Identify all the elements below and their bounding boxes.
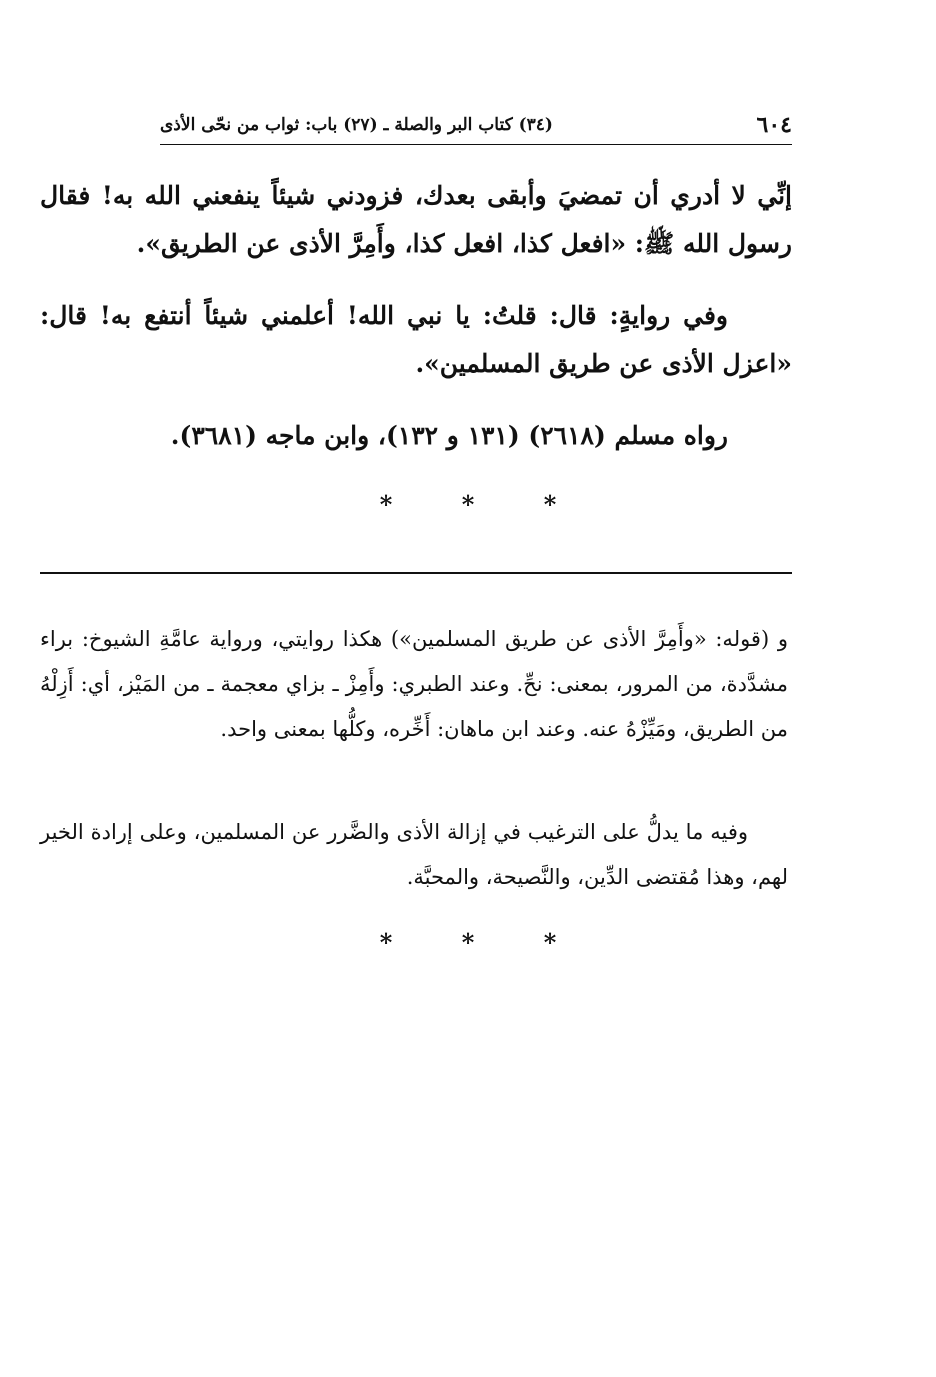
separator-star: * (543, 928, 557, 957)
hadith-paragraph-2: وفي روايةٍ: قال: قلتُ: يا نبي الله! أعلمني شيئاً أنتفع به! قال: «اعزل الأذى عن طريق المسلمين». (40, 301, 792, 378)
commentary-note-1: و (قوله: «وأَمِرَّ الأذى عن طريق المسلمين») هكذا روايتي، ورواية عامَّةِ الشيوخ: براء مشدَّدة، من المرور، بمعنى: نحِّ. وعند الطبري: وأَمِزْ ـ بزاي معجمة ـ من المَيْز، أي: أَزِلْهُ من الطريق، ومَيِّزْهُ عنه. وعند ابن ماهان: أَخِّره، وكلُّها بمعنى واحد. (40, 627, 788, 741)
separator-star: * (379, 928, 393, 957)
hadith-citation: رواه مسلم (٢٦١٨) (١٣١ و ١٣٢)، وابن ماجه (٣٦٨١). (170, 421, 728, 450)
page-number: ٦٠٤ (756, 112, 792, 138)
hadith-paragraph-1: إنِّي لا أدري أن تمضيَ وأبقى بعدك، فزودني شيئاً ينفعني الله به! فقال رسول الله ﷺ: «افعل كذا، افعل كذا، وأَمِرَّ الأذى عن الطريق». (40, 181, 792, 258)
separator-star: * (461, 490, 475, 519)
header-rule (160, 144, 792, 145)
commentary-note-2: وفيه ما يدلُّ على الترغيب في إزالة الأذى والضَّرر عن المسلمين، وعلى إرادة الخير لهم، وهذا مُقتضى الدِّين، والنَّصيحة، والمحبَّة. (40, 820, 788, 889)
separator-star: * (543, 490, 557, 519)
separator-star: * (379, 490, 393, 519)
separator-star: * (461, 928, 475, 957)
running-title: (٣٤) كتاب البر والصلة ـ (٢٧) باب: ثواب من نحّى الأذى (160, 115, 553, 135)
page-header (160, 112, 792, 146)
section-separator-bottom (0, 928, 936, 957)
section-separator-top (0, 490, 936, 519)
footnote-rule (40, 572, 792, 574)
